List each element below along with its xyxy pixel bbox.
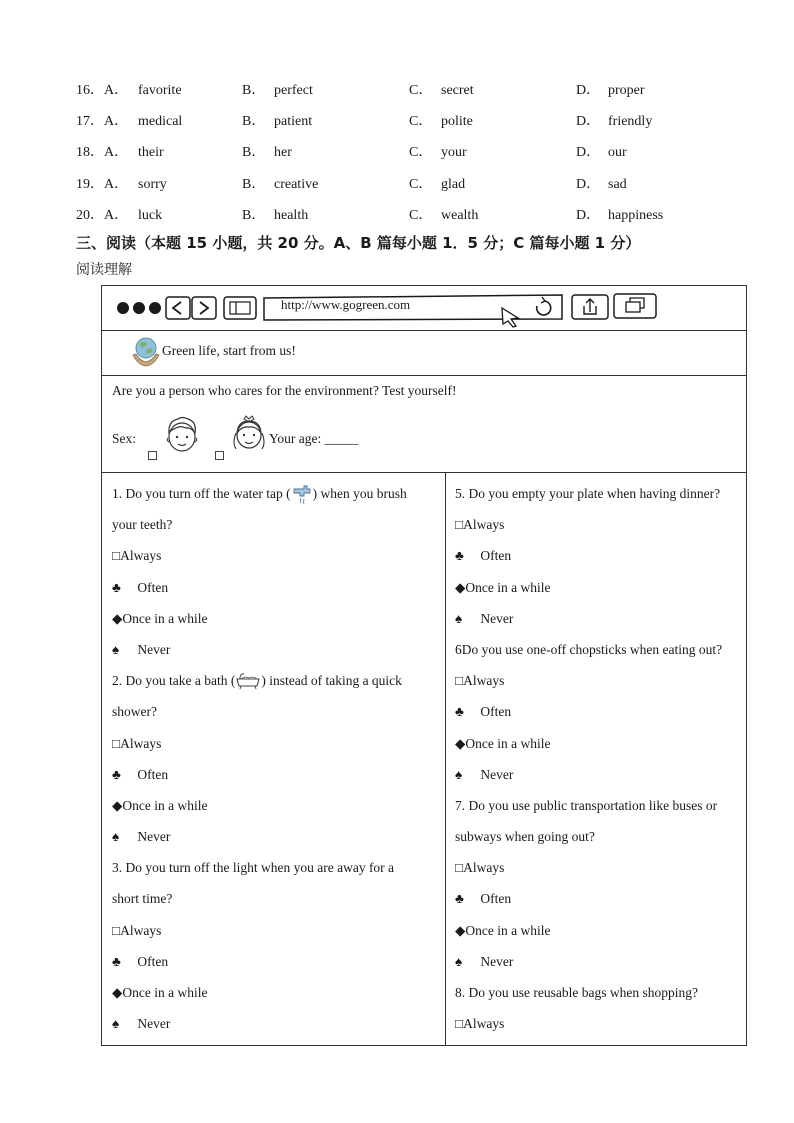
green-banner [102, 330, 746, 376]
mcq-list [76, 80, 756, 236]
option-c-letter: C． [409, 207, 433, 223]
option-d-letter: D． [576, 176, 601, 192]
question-8: 8. Do you use reusable bags when shopping? [455, 985, 698, 1000]
question-number: 19． [76, 176, 104, 192]
spade-symbol: ♠ [112, 1016, 120, 1032]
option-c-word: wealth [441, 207, 479, 223]
answer-often[interactable]: ♣ Often [455, 883, 740, 914]
box-symbol: □ [112, 735, 121, 751]
option-d-letter: D． [576, 207, 601, 223]
question-number: 17． [76, 114, 104, 130]
answer-often[interactable]: ♣ Often [112, 572, 439, 603]
club-symbol: ♣ [112, 953, 121, 969]
intro-section [102, 375, 746, 473]
answer-always[interactable]: □Always [112, 922, 162, 938]
sex-boy-checkbox[interactable] [148, 451, 157, 460]
option-a-word: medical [138, 114, 183, 130]
diamond-symbol: ◆ [112, 797, 123, 813]
boy-face-icon [164, 415, 200, 457]
answer-always[interactable]: □Always [112, 735, 162, 751]
option-b-letter: B． [242, 83, 266, 98]
question-3-cont: short time? [112, 891, 173, 907]
answer-once[interactable]: ◆Once in a while [455, 922, 551, 938]
question-number: 20． [76, 207, 104, 223]
water-tap-icon [291, 481, 313, 505]
answer-never[interactable]: ♠ Never [112, 821, 439, 852]
option-b-word: her [274, 145, 292, 161]
option-d-letter: D． [576, 83, 601, 98]
age-label: Your age: _____ [269, 431, 359, 446]
reading-passage [101, 285, 747, 1046]
question-1: 1. Do you turn off the water tap ( ) when you brush [112, 478, 439, 509]
box-symbol: □ [455, 673, 464, 689]
question-number: 16． [76, 83, 104, 98]
option-d-word: friendly [608, 114, 653, 130]
mcq-row-16 [76, 80, 756, 111]
intro-question: Are you a person who cares for the environment? Test yourself! [112, 383, 457, 398]
option-d-word: proper [608, 83, 645, 98]
answer-never[interactable]: ♠ Never [455, 946, 740, 977]
option-c-letter: C． [409, 114, 433, 130]
option-c-letter: C． [409, 145, 433, 161]
answer-often[interactable]: ♣ Often [455, 540, 740, 571]
answer-never[interactable]: ♠ Never [455, 759, 740, 790]
answer-once[interactable]: ◆Once in a while [455, 579, 551, 595]
option-d-letter: D． [576, 145, 601, 161]
option-c-word: polite [441, 114, 473, 130]
answer-never[interactable]: ♠ Never [112, 1008, 439, 1039]
answer-once[interactable]: ◆Once in a while [112, 797, 208, 813]
diamond-symbol: ◆ [455, 922, 466, 938]
mcq-row-17 [76, 111, 756, 142]
answer-once[interactable]: ◆Once in a while [112, 610, 208, 626]
option-a-letter: A． [104, 176, 129, 192]
answer-often[interactable]: ♣ Often [112, 759, 439, 790]
spade-symbol: ♠ [455, 610, 463, 626]
option-b-letter: B． [242, 176, 266, 192]
sex-label: Sex: [112, 431, 137, 446]
question-3: 3. Do you turn off the light when you are away for a [112, 860, 395, 876]
question-6: 6Do you use one-off chopsticks when eating out? [455, 641, 723, 657]
answer-never[interactable]: ♠ Never [112, 634, 439, 665]
diamond-symbol: ◆ [455, 735, 466, 751]
answer-once[interactable]: ◆Once in a while [455, 735, 551, 751]
questions-right-column [445, 472, 746, 1045]
option-a-word: favorite [138, 83, 182, 98]
answer-always[interactable]: □Always [112, 548, 162, 564]
option-b-letter: B． [242, 207, 266, 223]
answer-always[interactable]: □Always [455, 860, 505, 876]
club-symbol: ♣ [112, 579, 121, 595]
answer-often[interactable]: ♣ Often [455, 696, 740, 727]
option-c-word: glad [441, 176, 466, 192]
answer-always[interactable]: □Always [455, 1016, 505, 1032]
box-symbol: □ [455, 860, 464, 876]
diamond-symbol: ◆ [455, 579, 466, 595]
option-b-word: health [274, 207, 309, 223]
option-a-word: luck [138, 207, 163, 223]
diamond-symbol: ◆ [112, 985, 123, 1000]
browser-bar [102, 286, 746, 331]
option-c-letter: C． [409, 83, 433, 98]
sex-girl-checkbox[interactable] [215, 451, 224, 460]
option-a-letter: A． [104, 145, 129, 161]
box-symbol: □ [112, 922, 121, 938]
answer-once[interactable]: ◆Once in a while [112, 985, 208, 1000]
spade-symbol: ♠ [112, 829, 120, 845]
option-b-letter: B． [242, 114, 266, 130]
spade-symbol: ♠ [455, 953, 463, 969]
question-2-cont: shower? [112, 704, 157, 720]
question-2: 2. Do you take a bath ( ) instead of taking a quick [112, 665, 439, 696]
club-symbol: ♣ [455, 704, 464, 720]
diamond-symbol: ◆ [112, 610, 123, 626]
section-title: 三、阅读（本题 15 小题，共 20 分。A、B 篇每小题 1．5 分；C 篇每小题 1 分） [76, 234, 641, 252]
box-symbol: □ [455, 517, 464, 533]
box-symbol: □ [112, 548, 121, 564]
spade-symbol: ♠ [112, 641, 120, 657]
answer-always[interactable]: □Always [455, 517, 505, 533]
question-5: 5. Do you empty your plate when having dinner? [455, 486, 721, 501]
section-subtitle: 阅读理解 [76, 262, 132, 278]
club-symbol: ♣ [455, 891, 464, 907]
answer-never[interactable]: ♠ Never [455, 603, 740, 634]
mcq-row-18 [76, 142, 756, 173]
mcq-row-19 [76, 174, 756, 205]
club-symbol: ♣ [455, 548, 464, 564]
option-b-word: creative [274, 176, 319, 192]
banner-text: Green life, start from us! [162, 343, 296, 358]
question-1-cont: your teeth? [112, 517, 173, 533]
option-a-letter: A． [104, 207, 129, 223]
option-c-letter: C． [409, 176, 433, 192]
option-a-letter: A． [104, 114, 129, 130]
option-c-word: secret [441, 83, 474, 98]
option-d-word: our [608, 145, 627, 161]
answer-often[interactable]: ♣ Often [112, 946, 439, 977]
answer-always[interactable]: □Always [455, 673, 505, 689]
globe-in-hands-icon [130, 335, 162, 369]
questions-left-column [102, 472, 446, 1045]
option-d-word: sad [608, 176, 627, 192]
option-a-word: their [138, 145, 164, 161]
option-a-word: sorry [138, 176, 167, 192]
box-symbol: □ [455, 1016, 464, 1032]
option-b-letter: B． [242, 145, 266, 161]
club-symbol: ♣ [112, 766, 121, 782]
address-bar-url: http://www.gogreen.com [281, 297, 411, 312]
girl-face-icon [230, 413, 268, 455]
question-7: 7. Do you use public transportation like buses or [455, 797, 718, 813]
option-b-word: patient [274, 114, 313, 130]
option-c-word: your [441, 145, 467, 161]
option-b-word: perfect [274, 83, 313, 98]
spade-symbol: ♠ [455, 766, 463, 782]
option-a-letter: A． [104, 83, 129, 98]
option-d-word: happiness [608, 207, 664, 223]
option-d-letter: D． [576, 114, 601, 130]
bathtub-icon [235, 670, 261, 690]
question-number: 18． [76, 145, 104, 161]
question-7-cont: subways when going out? [455, 829, 595, 845]
